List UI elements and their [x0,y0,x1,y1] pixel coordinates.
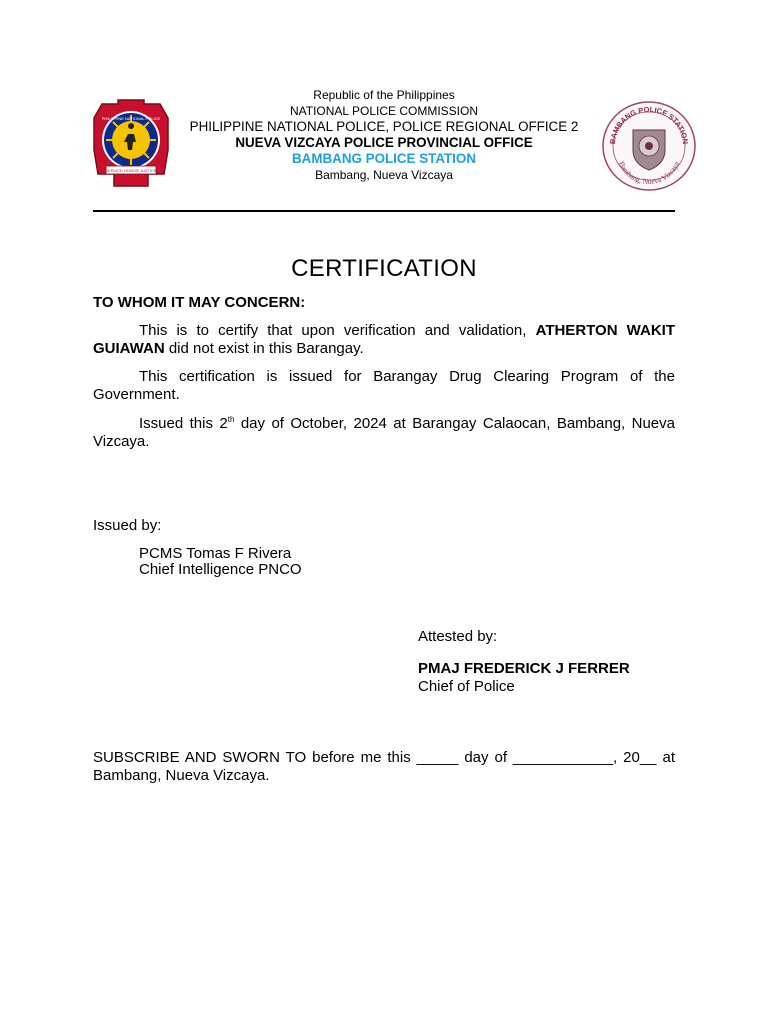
document-title: CERTIFICATION [291,255,477,282]
issued-date-text: Issued this 2 [139,415,228,432]
oath-paragraph: SUBSCRIBE AND SWORN TO before me this _____ day of ____________, 20__ at Bambang, Nueva Vizcaya. [93,749,675,784]
certify-text-end: did not exist in this Barangay. [164,340,364,357]
header-napolcom: NATIONAL POLICE COMMISSION [289,104,479,118]
issued-date-text-end: day of October, 2024 at Barangay Calaocan, Bambang, Nueva Vizcaya. [93,415,675,450]
purpose-paragraph: This certification is issued for Barangay Drug Clearing Program of the Government. [93,368,675,403]
header-station: BAMBANG POLICE STATION [292,151,476,166]
issuer-name: PCMS Tomas F Rivera [139,545,292,562]
issued-date-paragraph [93,415,675,451]
pnp-logo-banner-text: SERVICE HONOR JUSTICE [105,168,157,173]
pnp-logo-ring-text: PHILIPPINE NATIONAL POLICE [101,116,161,121]
header-provincial-office: NUEVA VIZCAYA POLICE PROVINCIAL OFFICE [235,135,533,150]
attester-position: Chief of Police [418,678,515,695]
header-divider [93,210,675,212]
letterhead [150,87,618,183]
header-republic: Republic of the Philippines [313,88,455,102]
salutation: TO WHOM IT MAY CONCERN: [93,294,306,311]
certify-paragraph [93,322,675,358]
seal-top-text: BAMBANG POLICE STATION [607,104,691,145]
attester-name: PMAJ FREDERICK J FERRER [418,660,630,677]
issuer-position: Chief Intelligence PNCO [139,561,302,578]
attested-by-label: Attested by: [418,628,498,645]
station-seal [601,100,697,192]
issued-by-label: Issued by: [93,517,162,534]
seal-bottom-text: Bambang, Nueva Vizcaya [617,160,681,187]
subject-name: ATHERTON WAKIT GUIAWAN [93,322,676,357]
certify-text: This is to certify that upon verification and validation, [139,322,536,339]
header-pnp-region: PHILIPPINE NATIONAL POLICE, POLICE REGIONAL OFFICE 2 [189,119,579,134]
header-location: Bambang, Nueva Vizcaya [315,168,453,182]
ordinal-suffix: th [227,415,235,424]
